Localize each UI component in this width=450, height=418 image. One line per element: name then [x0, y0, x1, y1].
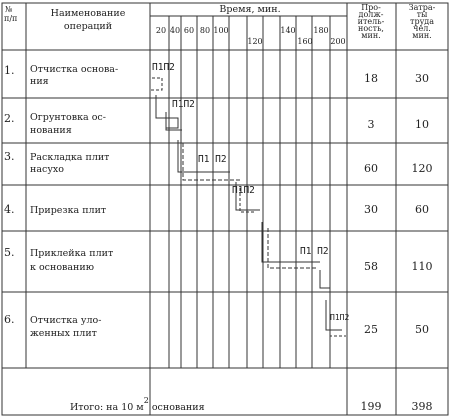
row-duration: 18 — [364, 72, 378, 85]
header-duration-label: итель- — [357, 17, 385, 26]
time-tick-label: 160 — [297, 37, 313, 46]
row-labor: 120 — [411, 162, 433, 175]
row-labor: 30 — [415, 72, 429, 85]
header-num-label: п/п — [4, 14, 18, 23]
row-operation-name: женных плит — [30, 328, 97, 339]
row-duration: 60 — [364, 162, 378, 175]
row-operation-name: Огрунтовка ос- — [30, 112, 106, 123]
header-duration-label: долж- — [358, 10, 384, 19]
gantt-bar — [320, 270, 330, 288]
row-operation-name: Приклейка плит — [30, 248, 114, 259]
row-crew-label: П1 П2 — [198, 154, 227, 165]
row-number: 1. — [4, 64, 15, 77]
row-number: 6. — [4, 313, 15, 326]
header-labor-label: мин. — [412, 31, 432, 40]
time-tick-label: 40 — [169, 26, 181, 35]
row-operation-name: Отчистка уло- — [30, 315, 102, 326]
row-crew-label: П1 П2 — [300, 246, 329, 257]
table-row — [4, 62, 429, 87]
time-tick-label: 20 — [155, 26, 167, 35]
row-number: 2. — [4, 112, 15, 125]
header-num-label: № — [5, 5, 13, 14]
header-duration-label: ность, — [358, 24, 384, 33]
time-tick-label: 100 — [213, 26, 229, 35]
row-labor: 110 — [411, 260, 433, 273]
header-duration-label: Про- — [361, 3, 381, 12]
row-operation-name: Раскладка плит — [30, 152, 110, 163]
total-label: Итого: на 10 $м^2$ основания — [70, 396, 205, 413]
table-row — [4, 185, 429, 216]
row-labor: 60 — [415, 203, 429, 216]
row-operation-name: насухо — [30, 164, 64, 175]
row-number: 4. — [4, 203, 15, 216]
header-duration-label: мин. — [361, 31, 381, 40]
gantt-bar — [166, 112, 182, 130]
row-operation-name: нования — [30, 125, 72, 136]
row-labor: 50 — [415, 323, 429, 336]
gantt-bars — [150, 78, 346, 336]
header-labor-label: чел. — [413, 24, 431, 33]
time-tick-label: 140 — [280, 26, 296, 35]
total-duration: 199 — [360, 400, 382, 413]
row-labor: 10 — [415, 118, 429, 131]
time-tick-label: 180 — [313, 26, 329, 35]
row-number: 3. — [4, 150, 15, 163]
row-operation-name: Прирезка плит — [30, 205, 107, 216]
time-tick-label: 60 — [183, 26, 195, 35]
table-row — [4, 150, 433, 175]
header-labor-label: труда — [410, 17, 434, 26]
total-labor: 398 — [411, 400, 433, 413]
row-crew-label: П1П2 — [172, 99, 195, 110]
time-tick-label: 120 — [247, 37, 263, 46]
header-operation-label: операций — [63, 21, 113, 32]
gantt-bar — [150, 78, 162, 90]
header-operation-label: Наименование — [50, 8, 126, 19]
total-row — [70, 396, 433, 413]
table-row — [4, 313, 429, 339]
header-time-label: Время, мин. — [219, 4, 281, 15]
time-tick-label: 80 — [199, 26, 211, 35]
time-ticks — [156, 26, 346, 46]
row-number: 5. — [4, 246, 15, 259]
row-crew-label: П1П2 — [152, 62, 175, 73]
row-operation-name: ния — [30, 76, 49, 87]
row-operation-name: Отчистка основа- — [30, 64, 119, 75]
header-labor-label: Затра- — [408, 3, 436, 12]
table-row — [4, 246, 433, 273]
row-crew-label: П1П2 — [232, 185, 255, 196]
table-row — [4, 99, 429, 136]
row-crew-label: П1П2 — [330, 313, 350, 322]
header-labor-label: ты — [416, 10, 428, 19]
row-duration: 3 — [367, 118, 375, 131]
row-duration: 30 — [364, 203, 378, 216]
row-duration: 25 — [364, 323, 378, 336]
row-duration: 58 — [364, 260, 378, 273]
row-operation-name: к основанию — [30, 262, 94, 273]
time-tick-label: 200 — [330, 37, 346, 46]
